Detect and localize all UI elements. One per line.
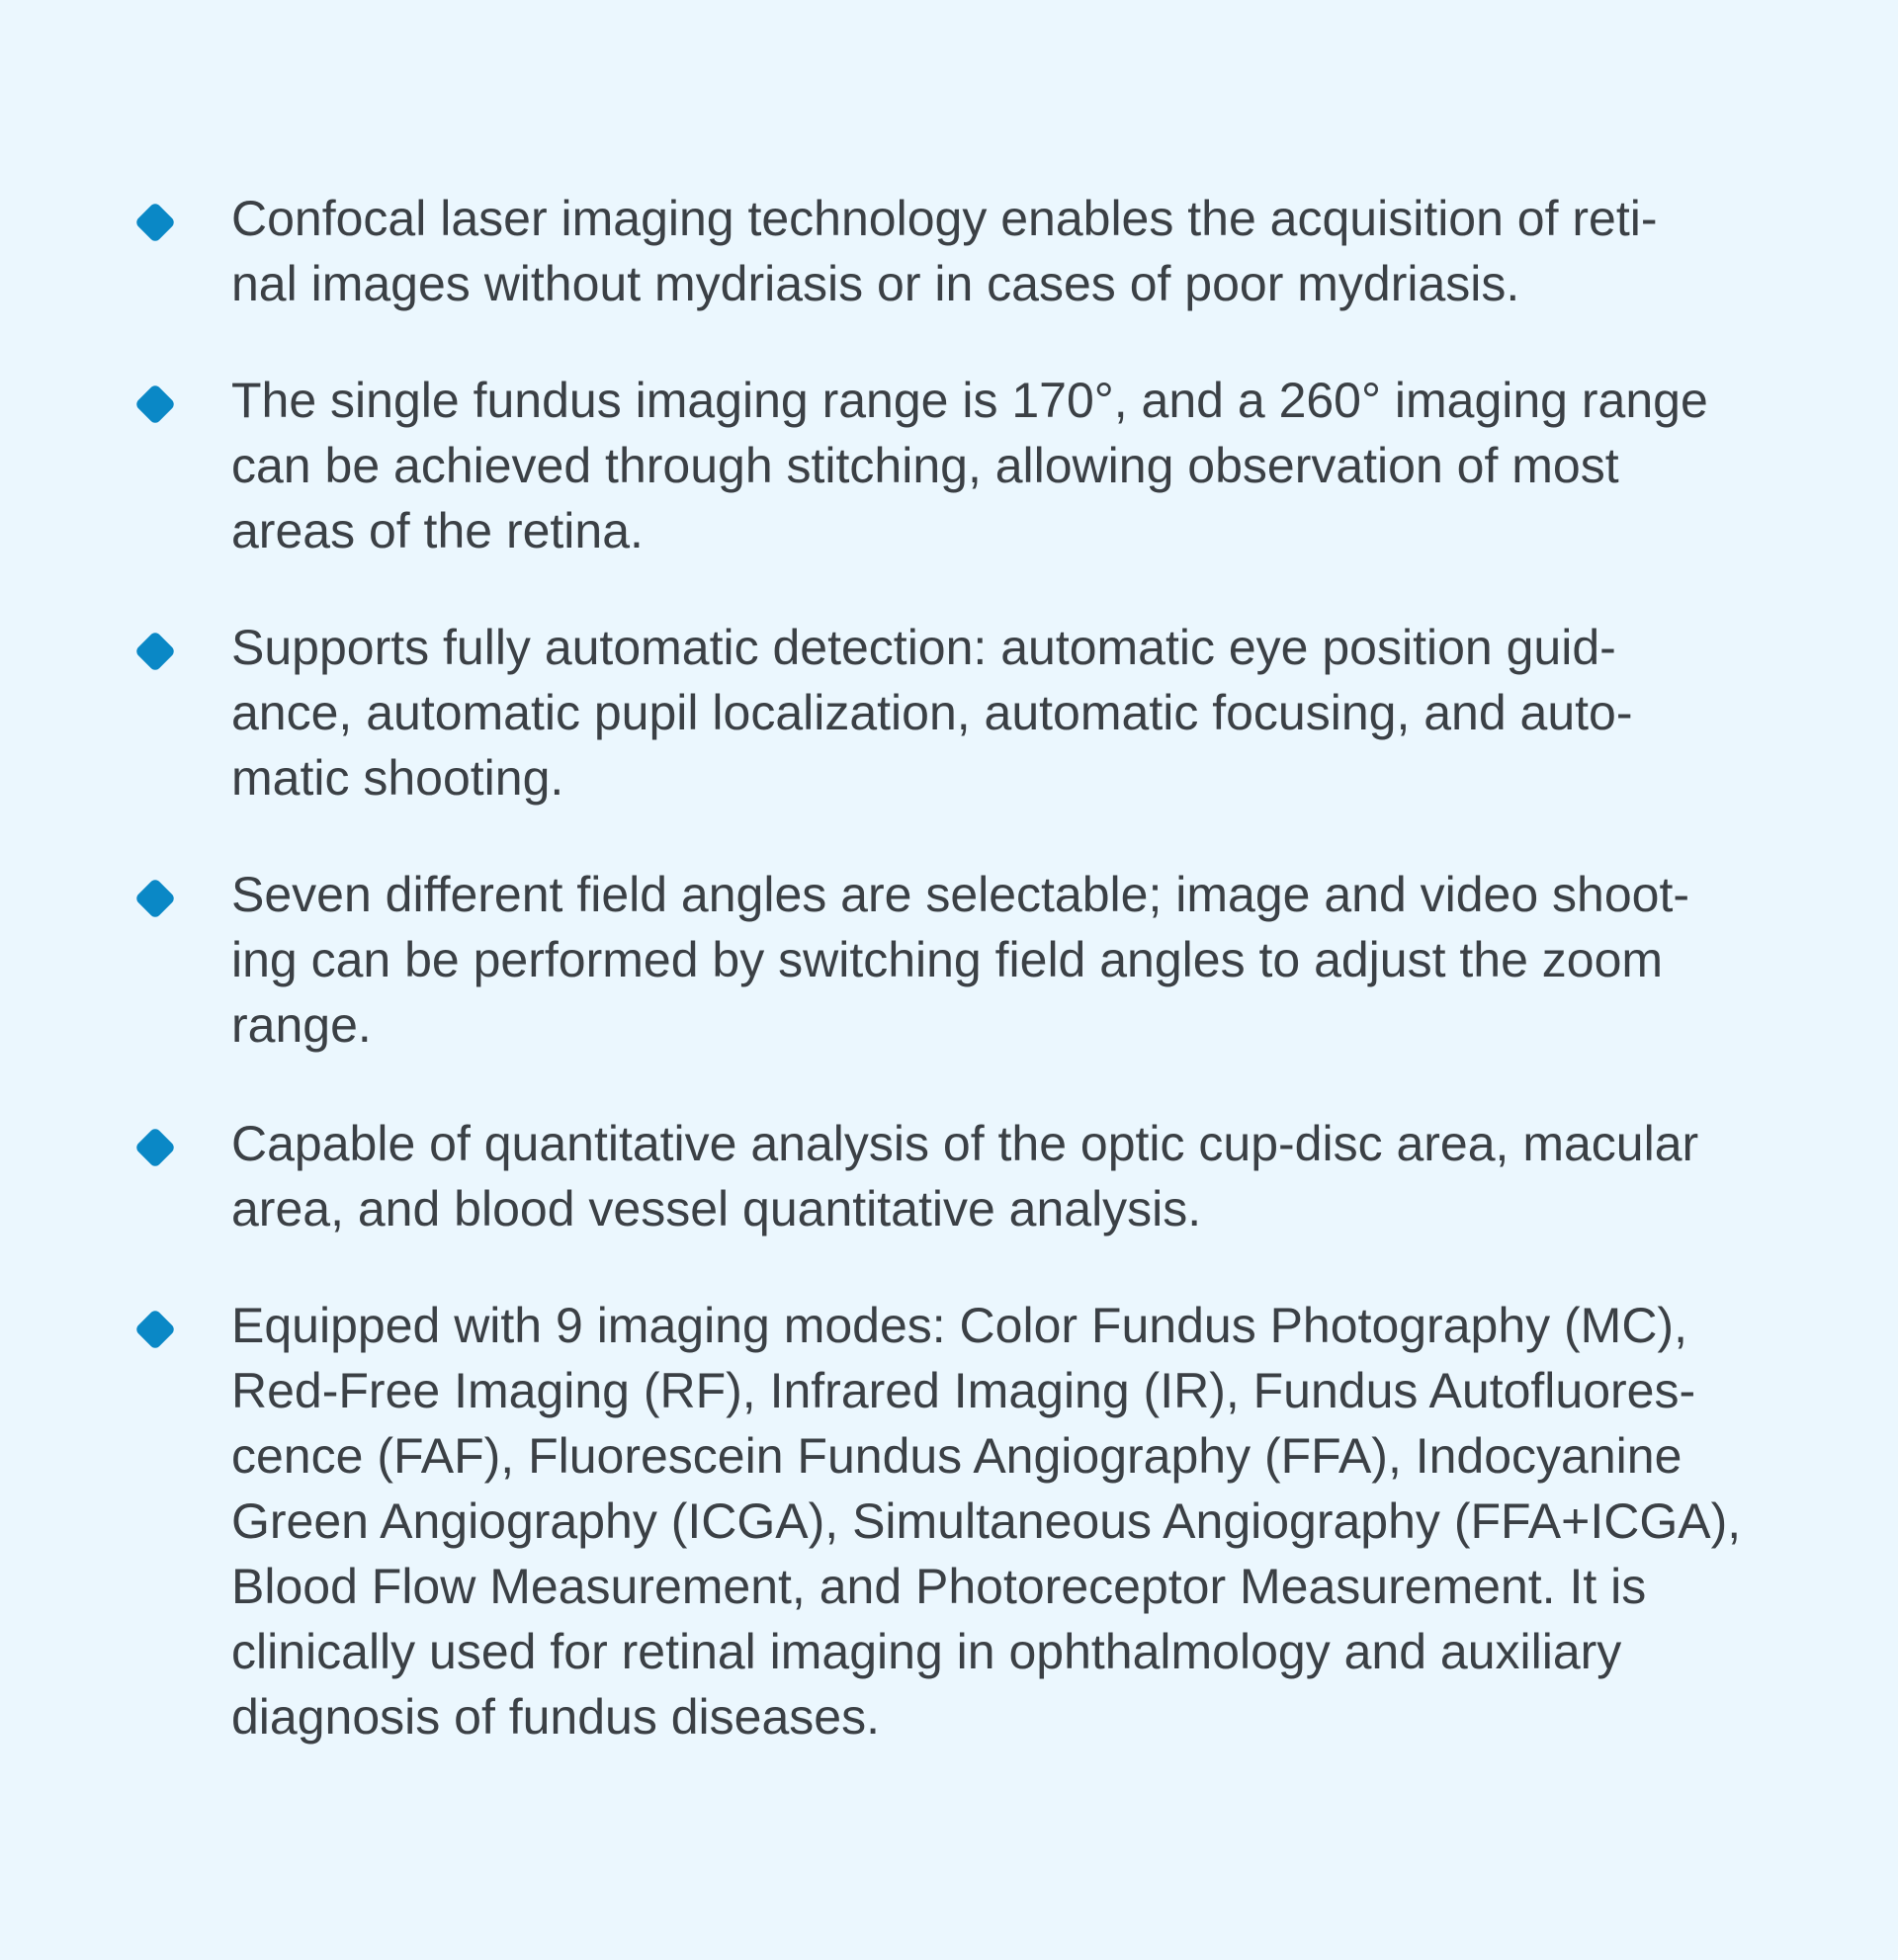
diamond-bullet-icon (134, 878, 176, 919)
feature-text: Equipped with 9 imaging modes: Color Fundus Photography (MC), Red-Free Imaging (RF), Infrared Imaging (IR), Fundus Autofluores- cence (FAF), Fluorescein Fundus Angiography (FFA), Indocyanine Green Angiography (ICGA), Simultaneous Angiography (FFA+ICGA), Blood Flow Measurement, and Photoreceptor Measurement. It is clinically used for retinal imaging in ophthalmology and auxiliary diagnosis of fundus diseases. (231, 1298, 1742, 1745)
feature-text: Confocal laser imaging technology enables the acquisition of reti- nal images without mydriasis or in cases of poor mydriasis. (231, 191, 1658, 311)
diamond-bullet-icon (134, 383, 176, 425)
diamond-bullet-icon (134, 1127, 176, 1168)
feature-text: Supports fully automatic detection: automatic eye position guid- ance, automatic pupil localization, automatic focusing, and auto- matic shooting. (231, 620, 1633, 806)
feature-text: Capable of quantitative analysis of the optic cup-disc area, macular area, and blood vessel quantitative analysis. (231, 1116, 1699, 1236)
feature-text: The single fundus imaging range is 170°, and a 260° imaging range can be achieved through stitching, allowing observation of most areas of the retina. (231, 373, 1708, 558)
diamond-bullet-icon (134, 631, 176, 672)
diamond-bullet-icon (134, 1309, 176, 1350)
diamond-bullet-icon (134, 202, 176, 243)
feature-text: Seven different field angles are selectable; image and video shoot- ing can be performed by switching field angles to adjust the zoom range. (231, 867, 1690, 1053)
